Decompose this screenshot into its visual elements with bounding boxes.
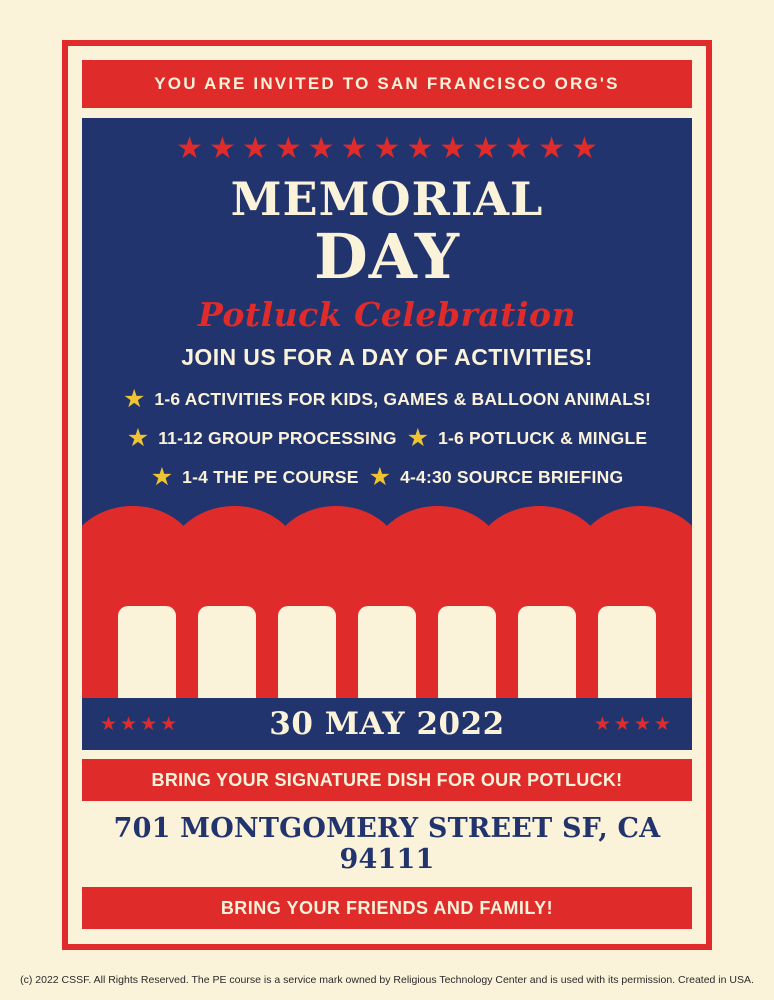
star-icon: ★	[340, 132, 368, 165]
tent-section	[82, 550, 692, 698]
date-stars-left: ★★★★	[100, 713, 181, 735]
star-icon: ★	[570, 132, 598, 165]
gold-star-icon: ★	[406, 424, 430, 453]
activity-label: 1-4 THE PE COURSE	[182, 467, 359, 488]
list-item	[369, 465, 624, 490]
tent-pillar	[118, 606, 176, 698]
gold-star-icon: ★	[123, 385, 146, 414]
main-blue-panel	[82, 118, 692, 550]
tent-pillar	[438, 606, 496, 698]
title-memorial: MEMORIAL	[230, 172, 544, 226]
friends-strip-text: BRING YOUR FRIENDS AND FAMILY!	[220, 897, 554, 918]
copyright-footer: (c) 2022 CSSF. All Rights Reserved. The PE course is a service mark owned by Religious Technology Center and is used with its permission. Created in USA.	[20, 974, 754, 986]
star-icon: ★	[176, 132, 204, 165]
scallop-divider	[82, 506, 692, 550]
star-icon: ★	[406, 132, 434, 165]
event-date: 30 MAY 2022	[269, 706, 505, 742]
friends-strip	[82, 887, 692, 929]
star-icon: ★	[209, 132, 236, 165]
poster-inner	[82, 60, 692, 930]
subhead-text: JOIN US FOR A DAY OF ACTIVITIES!	[181, 344, 593, 371]
tent-pillar	[598, 606, 656, 698]
activity-label: 4-4:30 SOURCE BRIEFING	[400, 467, 624, 488]
list-item	[123, 387, 651, 412]
top-star-row	[82, 118, 692, 164]
poster-frame	[62, 40, 712, 950]
gold-star-icon: ★	[368, 463, 392, 492]
star-icon: ★	[241, 132, 269, 165]
activity-row	[100, 426, 674, 451]
star-icon: ★	[538, 132, 565, 165]
invitation-banner-text: YOU ARE INVITED TO SAN FRANCISCO ORG'S	[154, 74, 620, 93]
activity-row	[100, 387, 674, 412]
star-icon: ★	[439, 132, 467, 165]
list-item	[151, 465, 359, 490]
tent-pillar	[518, 606, 576, 698]
event-address: 701 MONTGOMERY STREET SF, CA 94111	[113, 813, 661, 875]
date-stars-right: ★★★★	[593, 713, 674, 735]
star-icon: ★	[274, 132, 302, 165]
star-icon: ★	[505, 132, 533, 165]
activity-label: 1-6 POTLUCK & MINGLE	[438, 428, 648, 449]
activity-label: 11-12 GROUP PROCESSING	[158, 428, 397, 449]
star-icon: ★	[307, 132, 335, 165]
tent-pillar	[198, 606, 256, 698]
potluck-strip	[82, 759, 692, 801]
activity-row	[100, 465, 674, 490]
potluck-strip-text: BRING YOUR SIGNATURE DISH FOR OUR POTLUCK!	[151, 769, 623, 790]
tent-pillar	[278, 606, 336, 698]
gold-star-icon: ★	[150, 463, 174, 492]
activity-label: 1-6 ACTIVITIES FOR KIDS, GAMES & BALLOON ANIMALS!	[154, 389, 651, 410]
subtitle-script: Potluck Celebration	[197, 295, 577, 335]
star-icon: ★	[373, 132, 401, 165]
tent-pillar	[358, 606, 416, 698]
invitation-banner	[82, 60, 692, 108]
star-icon: ★	[472, 132, 500, 165]
title-day: DAY	[313, 220, 461, 293]
gold-star-icon: ★	[126, 424, 150, 453]
date-bar	[82, 698, 692, 750]
activities-list	[82, 387, 692, 490]
list-item	[407, 426, 648, 451]
list-item	[127, 426, 397, 451]
